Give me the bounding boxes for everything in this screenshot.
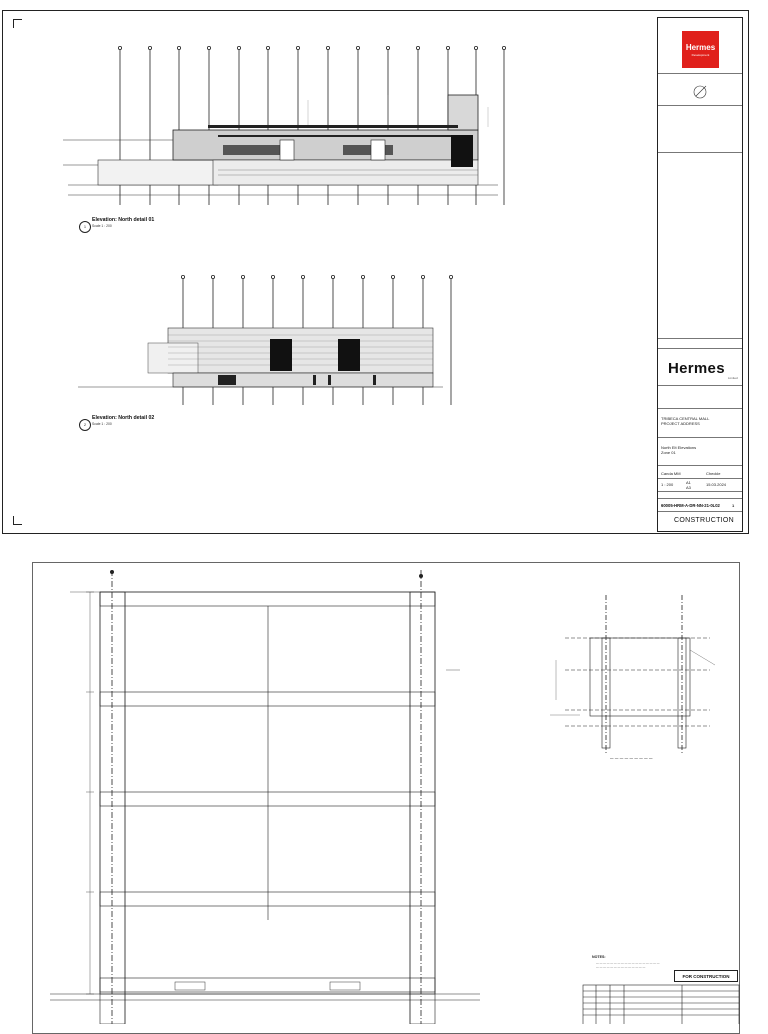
- construction-stamp: FOR CONSTRUCTION: [674, 970, 738, 982]
- elevation-marker-01: [79, 221, 91, 233]
- checked-by: Checkle: [706, 471, 721, 476]
- revision: 1: [732, 503, 735, 508]
- grid-bubble: [361, 275, 364, 278]
- elevation-drawing-02: [73, 273, 453, 409]
- sheet-size: A1: [686, 480, 691, 485]
- grid-bubble: [266, 46, 269, 49]
- section-detail: [550, 590, 725, 760]
- drawing-title-1: North Elt Elevations: [661, 445, 697, 450]
- revision-table: [582, 984, 740, 1024]
- elevation-scale-02: Scale 1 : 200: [92, 422, 112, 426]
- grid-bubble: [148, 46, 151, 49]
- notes-title: NOTES:: [592, 955, 606, 959]
- detail-caption: — — — — — — — — —: [610, 756, 653, 760]
- grid-bubble: [356, 46, 359, 49]
- north-arrow-icon: [690, 82, 710, 102]
- drawing-title-2: Zone 01: [661, 450, 676, 455]
- elevation-scale-01: Scale 1 : 200: [92, 224, 112, 228]
- hermes-logo: [682, 31, 719, 68]
- grid-bubble: [301, 275, 304, 278]
- logo-subtext: Development: [691, 52, 710, 57]
- grid-bubble: [241, 275, 244, 278]
- grid-bubble: [177, 46, 180, 49]
- grid-bubble: [326, 46, 329, 49]
- client-address: PROJECT ADDRESS: [661, 421, 700, 426]
- elevation-drawing-01: [58, 45, 513, 210]
- brand-subtext: Limited: [728, 376, 738, 380]
- elevation-number: 2: [84, 423, 86, 427]
- elevation-marker-02: [79, 419, 91, 431]
- title-block: [657, 17, 743, 532]
- elevation-number: 1: [84, 225, 86, 229]
- sheet-size-alt: A3: [686, 485, 691, 490]
- grid-bubble: [391, 275, 394, 278]
- grid-bubble: [207, 46, 210, 49]
- grid-bubble: [331, 275, 334, 278]
- issue-date: 15.03.2024: [706, 482, 727, 487]
- drawn-by: Canda MM: [661, 471, 681, 476]
- notes-line: — — — — — — — — — — — — — — — — — —: [596, 961, 660, 965]
- crop-mark-top-left: [13, 19, 22, 28]
- client-name: TRIBECA CENTRAL MALL: [661, 416, 710, 421]
- notes-line: — — — — — — — — — — — — — —: [596, 965, 646, 969]
- grid-bubble: [118, 46, 121, 49]
- drawing-scale: 1 : 200: [661, 482, 674, 487]
- grid-bubble: [296, 46, 299, 49]
- elevation-title-01: Elevation: North detail 01: [92, 217, 155, 223]
- grid-bubble: [271, 275, 274, 278]
- drawing-code: 60005-HRM-A-DR-NN-21-0L02: [661, 503, 720, 508]
- grid-bubble: [449, 275, 452, 278]
- grid-bubble: [416, 46, 419, 49]
- elevation-title-02: Elevation: North detail 02: [92, 415, 155, 421]
- grid-bubble: [421, 275, 424, 278]
- grid-bubble: [181, 275, 184, 278]
- drawing-sheet-elevations: [2, 10, 749, 534]
- grid-bubble: [386, 46, 389, 49]
- grid-bubble: [446, 46, 449, 49]
- status-label: CONSTRUCTION: [674, 517, 734, 524]
- structural-plan: [50, 570, 480, 1024]
- grid-bubble: [211, 275, 214, 278]
- brand-wordmark: Hermes: [668, 360, 725, 377]
- crop-mark-bottom-left: [13, 516, 22, 525]
- logo-text: Hermes: [685, 42, 716, 52]
- grid-bubble: [474, 46, 477, 49]
- grid-bubble: [237, 46, 240, 49]
- grid-bubble: [502, 46, 505, 49]
